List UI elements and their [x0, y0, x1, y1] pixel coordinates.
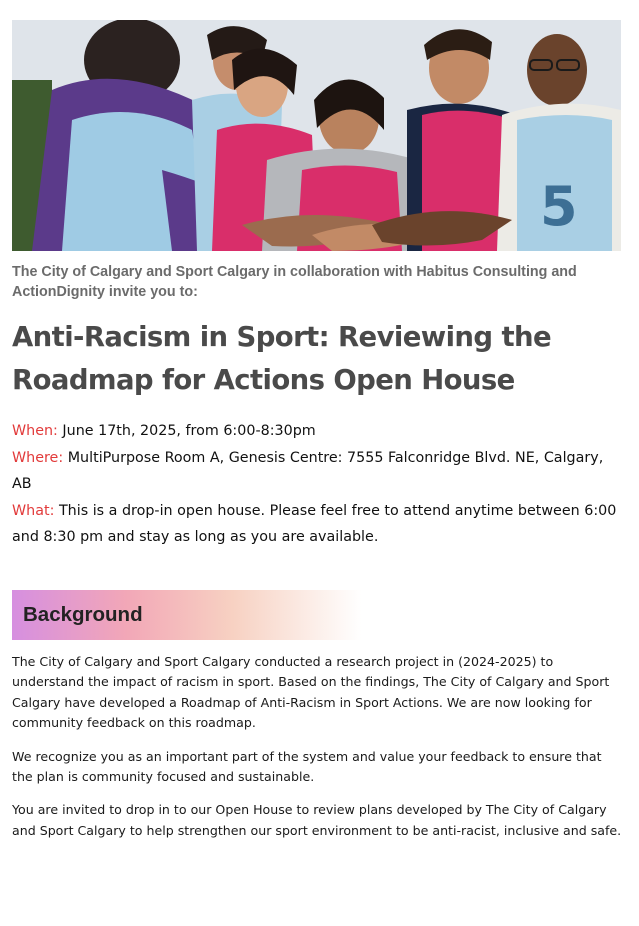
background-heading: Background: [23, 603, 143, 626]
background-body: [12, 652, 626, 854]
background-paragraph-3: You are invited to drop in to our Open House to review plans developed by The City of Calgary and Sport Calgary to help strengthen our sport environment to be anti-racist, inclusive and safe.: [12, 802, 622, 838]
event-details: [12, 418, 624, 551]
when-line: [12, 418, 624, 445]
background-paragraph-1: The City of Calgary and Sport Calgary conducted a research project in (2024-2025) to understand the impact of racism in sport. Based on the findings, The City of Calgary and Sport Calgary have developed a Roadmap of Anti-Racism in Sport Actions. We are now looking for community feedback on this roadmap.: [12, 654, 610, 731]
when-label: When:: [12, 423, 58, 439]
jersey-number: 5: [540, 175, 578, 238]
where-line: [12, 445, 624, 498]
where-label: Where:: [12, 449, 64, 466]
background-section-header: [12, 590, 392, 640]
what-value: This is a drop-in open house. Please feel free to attend anytime between 6:00 and 8:30 pm and stay as long as you are available.: [12, 502, 617, 546]
hero-image: [12, 20, 621, 251]
intro-text: The City of Calgary and Sport Calgary in collaboration with Habitus Consulting and ActionDignity invite you to:: [12, 264, 577, 300]
background-paragraph-2: We recognize you as an important part of the system and value your feedback to ensure that the plan is community focused and sustainable.: [12, 748, 602, 785]
page-title: Anti-Racism in Sport: Reviewing the Roadmap for Actions Open House: [12, 321, 552, 396]
where-value: MultiPurpose Room A, Genesis Centre: 7555 Falconridge Blvd. NE, Calgary, AB: [12, 449, 604, 493]
what-label: What:: [12, 502, 55, 519]
when-value: June 17th, 2025, from 6:00-8:30pm: [62, 423, 316, 439]
what-line: [12, 498, 624, 551]
